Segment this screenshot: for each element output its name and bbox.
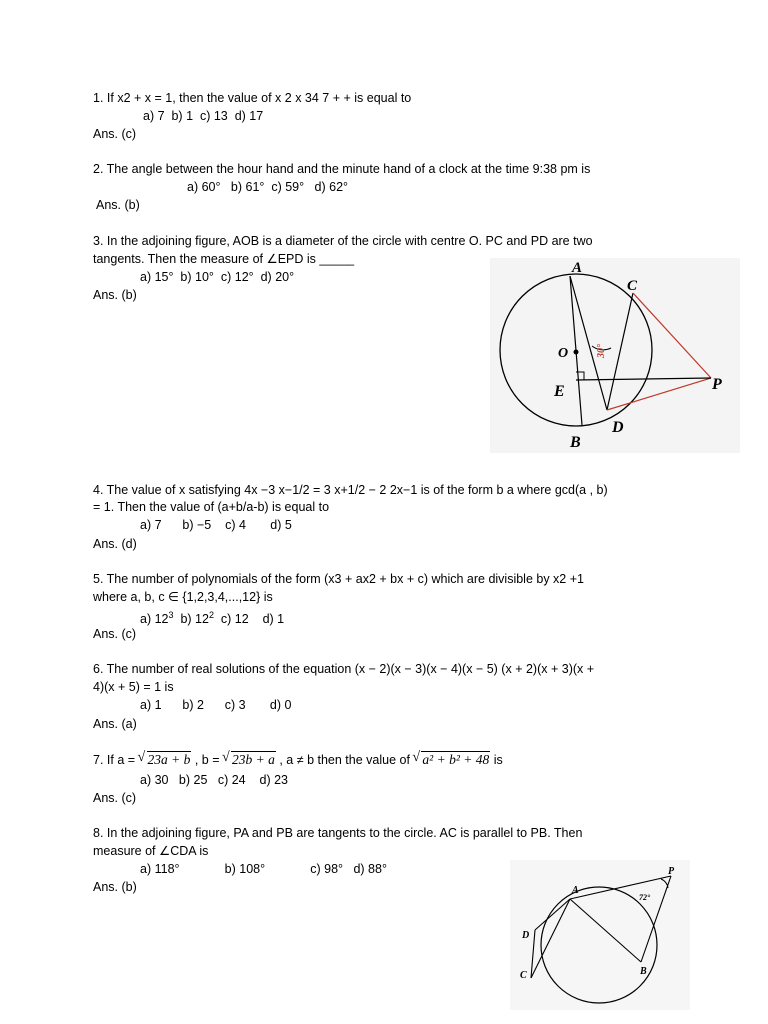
q8-label-d: D	[522, 930, 530, 941]
q8-figure-background	[510, 860, 690, 1010]
q8-label-a: A	[572, 885, 579, 896]
q3-text-line1: 3. In the adjoining figure, AOB is a diameter of the circle with centre O. PC and PD are two	[93, 234, 593, 248]
q5-answer: Ans. (c)	[93, 627, 137, 641]
q5-option-a: a) 12	[140, 612, 169, 627]
q3-answer: Ans. (b)	[93, 288, 137, 302]
q3-angle-label: 30°	[596, 344, 607, 358]
q8-text-line1: 8. In the adjoining figure, PA and PB are tangents to the circle. AC is parallel to PB. Then	[93, 826, 583, 840]
q3-figure	[490, 258, 740, 453]
q8-label-p: P	[668, 866, 675, 877]
q7-root-b-expr: 23b + a	[232, 752, 275, 767]
q5-option-a-exponent: 3	[168, 610, 174, 620]
q7-root-b	[223, 752, 276, 768]
q5-option-b-exponent: 2	[208, 610, 214, 620]
q7-root-a-expr: 23a + b	[147, 752, 191, 767]
q8-label-b: B	[640, 966, 647, 977]
q5-option-b: b) 12	[173, 612, 209, 627]
q7-mid1: , b =	[191, 753, 224, 767]
q4-options: a) 7 b) −5 c) 4 d) 5	[140, 518, 292, 532]
q8-label-c: C	[520, 970, 527, 981]
q4-text-line2: = 1. Then the value of (a+b/a-b) is equal to	[93, 500, 330, 514]
q7-text	[93, 752, 503, 768]
q6-options: a) 1 b) 2 c) 3 d) 0	[140, 698, 292, 712]
q7-options: a) 30 b) 25 c) 24 d) 23	[140, 773, 288, 787]
q1-options: a) 7 b) 1 c) 13 d) 17	[143, 109, 264, 123]
q7-root-sum-expr: a² + b² + 48	[422, 752, 490, 767]
q4-text-line1: 4. The value of x satisfying 4x −3 x−1/2 = 3 x+1/2 − 2 2x−1 is of the form b a where gcd(a , b)	[93, 483, 608, 497]
q8-angle-label: 72°	[639, 893, 651, 902]
q7-prefix: 7. If a =	[93, 753, 139, 767]
q7-root-sum	[413, 752, 490, 768]
q3-label-d: D	[612, 419, 624, 436]
q8-answer: Ans. (b)	[93, 880, 137, 894]
q1-answer: Ans. (c)	[93, 127, 137, 141]
q7-answer: Ans. (c)	[93, 791, 137, 805]
q5-text-line1: 5. The number of polynomials of the form (x3 + ax2 + bx + c) which are divisible by x2 +1	[93, 572, 584, 586]
q8-figure	[510, 860, 690, 1010]
q1-text: 1. If x2 + x = 1, then the value of x 2 x 34 7 + + is equal to	[93, 91, 412, 105]
q5-options	[140, 607, 284, 627]
q6-answer: Ans. (a)	[93, 717, 137, 731]
q6-text-line2: 4)(x + 5) = 1 is	[93, 680, 174, 694]
q8-options: a) 118° b) 108° c) 98° d) 88°	[140, 862, 387, 876]
q3-label-p: P	[712, 376, 722, 393]
q6-text-line1: 6. The number of real solutions of the equation (x − 2)(x − 3)(x − 4)(x − 5) (x + 2)(x + 3)(x +	[93, 662, 595, 676]
q3-options: a) 15° b) 10° c) 12° d) 20°	[140, 270, 295, 284]
q3-text-line2: tangents. Then the measure of ∠EPD is _____	[93, 252, 355, 266]
q3-label-b: B	[570, 434, 581, 451]
q8-text-line2: measure of ∠CDA is	[93, 844, 209, 858]
q5-option-rest: c) 12 d) 1	[213, 612, 285, 627]
q3-label-a: A	[572, 260, 583, 276]
q4-answer: Ans. (d)	[93, 537, 137, 551]
q7-mid2: , a ≠ b then the value of	[275, 753, 414, 767]
q2-answer: Ans. (b)	[96, 198, 140, 212]
q5-text-line2: where a, b, c ∈ {1,2,3,4,...,12} is	[93, 590, 273, 604]
q3-label-c: C	[627, 278, 638, 294]
q2-options: a) 60° b) 61° c) 59° d) 62°	[187, 180, 349, 194]
q7-suffix: is	[490, 753, 503, 767]
q3-label-e: E	[554, 383, 565, 400]
q3-label-o: O	[558, 346, 569, 361]
q2-text: 2. The angle between the hour hand and the minute hand of a clock at the time 9:38 pm is	[93, 162, 591, 176]
q3-center-dot	[574, 350, 579, 355]
q7-root-a	[139, 752, 192, 768]
